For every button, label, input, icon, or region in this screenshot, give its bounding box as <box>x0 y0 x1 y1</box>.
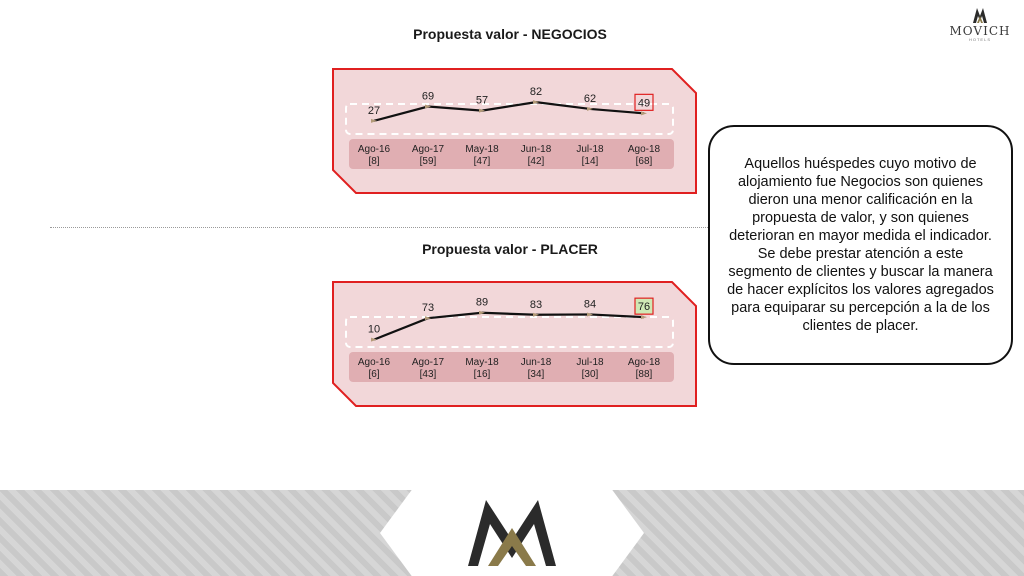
category-label: Ago-16 <box>357 357 391 368</box>
category-label: Jun-18 <box>520 357 552 368</box>
data-label: 84 <box>583 298 597 311</box>
brand-logo <box>940 6 1020 44</box>
data-label: 76 <box>637 301 651 314</box>
data-label: 57 <box>475 94 489 107</box>
sample-size-label: [8] <box>368 156 380 167</box>
section-divider <box>50 227 710 228</box>
category-label: Ago-18 <box>627 144 661 155</box>
brand-name: MOVICH <box>949 24 1011 38</box>
data-label: 62 <box>583 92 597 105</box>
insight-callout <box>708 125 1013 365</box>
category-label-band <box>349 139 674 169</box>
chart-title-placer: Propuesta valor - PLACER <box>422 241 598 257</box>
sample-size-label: [16] <box>473 369 491 380</box>
category-label: May-18 <box>465 357 499 368</box>
chart-title-negocios: Propuesta valor - NEGOCIOS <box>413 26 607 42</box>
category-label: Jul-18 <box>576 357 604 368</box>
brand-subtitle: HOTELS <box>968 37 991 42</box>
sample-size-label: [14] <box>581 156 599 167</box>
data-label: 89 <box>475 296 489 309</box>
category-label: Jun-18 <box>520 144 552 155</box>
category-label: Ago-18 <box>627 357 661 368</box>
sample-size-label: [68] <box>635 156 653 167</box>
data-label: 82 <box>529 86 543 99</box>
sample-size-label: [6] <box>368 369 380 380</box>
footer-logo-icon <box>462 494 562 572</box>
sample-size-label: [59] <box>419 156 437 167</box>
category-label-band <box>349 352 674 382</box>
sample-size-label: [30] <box>581 369 599 380</box>
category-label: Ago-17 <box>411 357 445 368</box>
data-label: 83 <box>529 298 543 311</box>
category-label: Ago-17 <box>411 144 445 155</box>
chart-panel-bg <box>333 69 696 193</box>
category-label: May-18 <box>465 144 499 155</box>
sample-size-label: [34] <box>527 369 545 380</box>
sample-size-label: [88] <box>635 369 653 380</box>
data-label: 49 <box>637 97 651 110</box>
sample-size-label: [47] <box>473 156 491 167</box>
chart-placer <box>330 279 700 409</box>
category-label: Ago-16 <box>357 144 391 155</box>
chart-negocios <box>330 66 700 196</box>
data-label: 69 <box>421 90 435 103</box>
sample-size-label: [42] <box>527 156 545 167</box>
data-label: 73 <box>421 302 435 315</box>
insight-text: Aquellos huéspedes cuyo motivo de alojamiento fue Negocios son quienes dieron una menor calificación en la propuesta de valor, y son quienes deterioran en mayor medida el indicador. Se debe prestar atención a este segmento de clientes y buscar la manera de hacer explícitos los valores agregados para equiparar su percepción a la de los clientes de placer. <box>727 156 994 334</box>
data-label: 27 <box>367 104 381 117</box>
sample-size-label: [43] <box>419 369 437 380</box>
category-label: Jul-18 <box>576 144 604 155</box>
brand-logo-icon <box>940 6 1020 26</box>
data-label: 10 <box>367 323 381 336</box>
